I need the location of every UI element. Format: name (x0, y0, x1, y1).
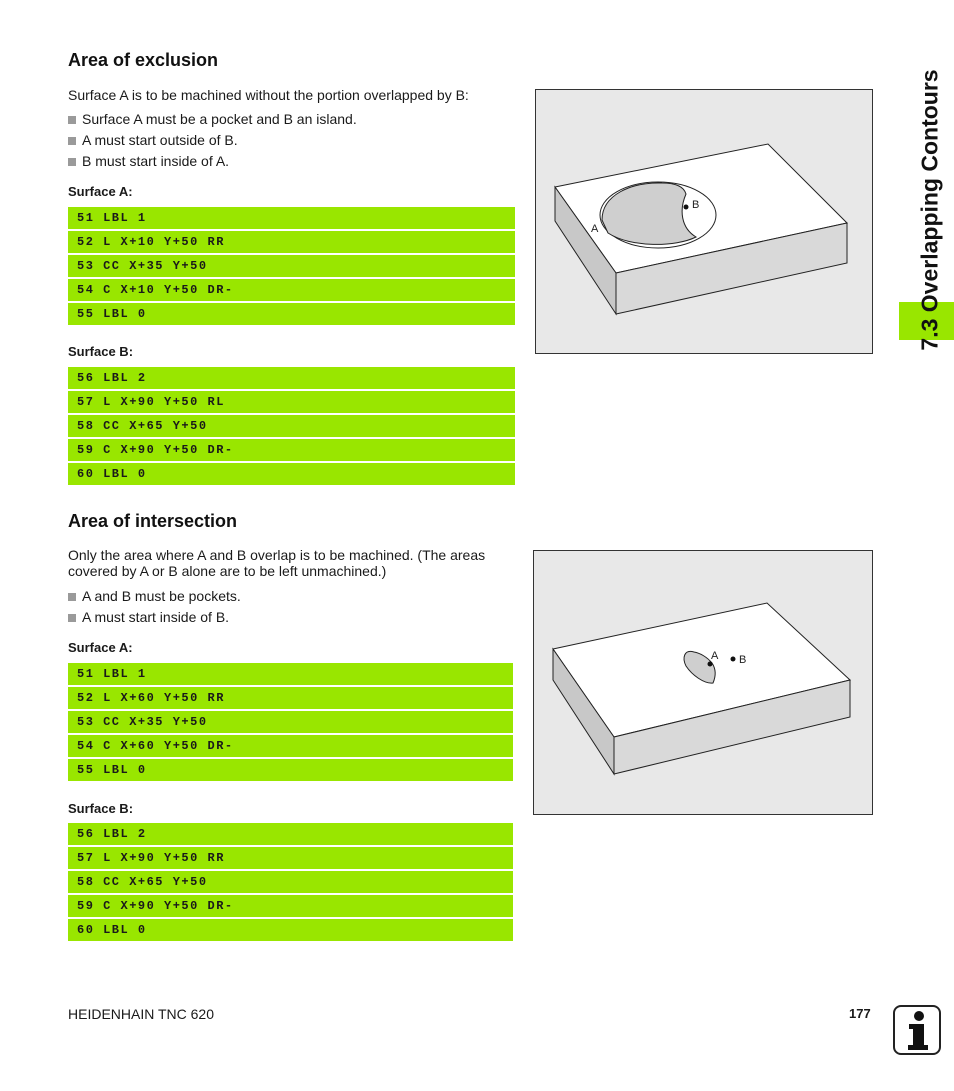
code-line: 51 LBL 1 (68, 663, 513, 685)
square-bullet-icon (68, 158, 76, 166)
code-line: 53 CC X+35 Y+50 (68, 255, 515, 277)
code-line: 55 LBL 0 (68, 759, 513, 781)
page-number: 177 (849, 1006, 871, 1021)
info-glyph (895, 1007, 939, 1053)
list-item: A must start inside of B. (68, 607, 241, 628)
figure-label-b: B (739, 654, 747, 666)
code-line: 56 LBL 2 (68, 367, 515, 389)
footer-manual-name: HEIDENHAIN TNC 620 (68, 1006, 215, 1022)
code-line: 57 L X+90 Y+50 RR (68, 847, 513, 869)
exclusion-surface-a-code (68, 207, 515, 327)
intersection-surface-b-code (68, 823, 513, 943)
square-bullet-icon (68, 137, 76, 145)
intersection-surface-a-code (68, 663, 513, 783)
intersection-surface-b-label: Surface B: (68, 801, 134, 816)
intersection-bullets (68, 586, 241, 628)
code-line: 56 LBL 2 (68, 823, 513, 845)
intersection-intro: Only the area where A and B overlap is to be machined. (The areas covered by A or B alone are to be left unmachined.) (68, 547, 486, 579)
code-line: 54 C X+10 Y+50 DR- (68, 279, 515, 301)
code-line: 54 C X+60 Y+50 DR- (68, 735, 513, 757)
code-line: 59 C X+90 Y+50 DR- (68, 439, 515, 461)
code-line: 60 LBL 0 (68, 919, 513, 941)
list-item: A and B must be pockets. (68, 586, 241, 607)
exclusion-figure (535, 89, 873, 354)
exclusion-bullets (68, 109, 357, 172)
exclusion-surface-a-label: Surface A: (68, 184, 133, 199)
info-icon (893, 1005, 941, 1055)
figure-label-a: A (591, 223, 599, 235)
code-line: 57 L X+90 Y+50 RL (68, 391, 515, 413)
intersection-figure (533, 550, 873, 815)
code-line: 60 LBL 0 (68, 463, 515, 485)
exclusion-heading: Area of exclusion (68, 50, 219, 70)
square-bullet-icon (68, 614, 76, 622)
exclusion-surface-b-code (68, 367, 515, 487)
exclusion-surface-b-label: Surface B: (68, 344, 134, 359)
exclusion-intro: Surface A is to be machined without the portion overlapped by B: (68, 87, 469, 103)
square-bullet-icon (68, 116, 76, 124)
figure-label-a: A (711, 650, 719, 662)
figure-label-b: B (692, 199, 700, 211)
code-line: 51 LBL 1 (68, 207, 515, 229)
code-line: 58 CC X+65 Y+50 (68, 415, 515, 437)
exclusion-block-illustration (536, 90, 872, 353)
code-line: 59 C X+90 Y+50 DR- (68, 895, 513, 917)
list-item: A must start outside of B. (68, 130, 357, 151)
code-line: 52 L X+10 Y+50 RR (68, 231, 515, 253)
list-item: Surface A must be a pocket and B an island. (68, 109, 357, 130)
intersection-block-illustration (534, 551, 872, 814)
intersection-surface-a-label: Surface A: (68, 640, 133, 655)
code-line: 58 CC X+65 Y+50 (68, 871, 513, 893)
intersection-heading: Area of intersection (68, 511, 238, 531)
code-line: 53 CC X+35 Y+50 (68, 711, 513, 733)
square-bullet-icon (68, 593, 76, 601)
code-line: 52 L X+60 Y+50 RR (68, 687, 513, 709)
list-item: B must start inside of A. (68, 151, 357, 172)
code-line: 55 LBL 0 (68, 303, 515, 325)
chapter-title: 7.3 Overlapping Contours (916, 69, 943, 351)
